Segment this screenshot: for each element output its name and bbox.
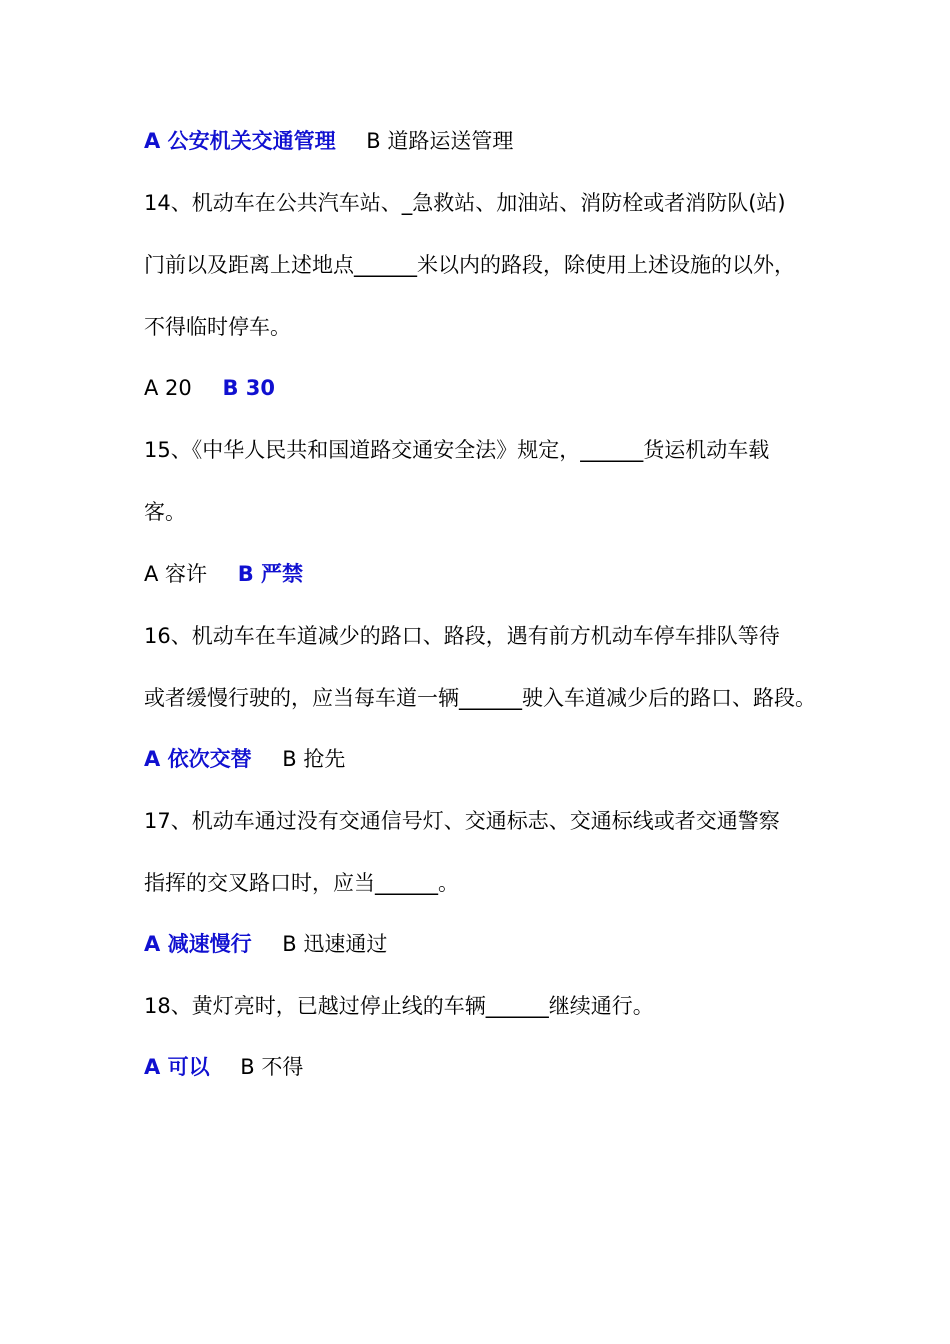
answer-options-13 bbox=[144, 126, 834, 156]
question-16-line-2: 或者缓慢行驶的，应当每车道一辆______驶入车道减少后的路口、路段。 bbox=[144, 686, 816, 710]
option-a-correct: A 减速慢行 bbox=[144, 932, 252, 956]
question-14-line-2: 门前以及距离上述地点______米以内的路段，除使用上述设施的以外， bbox=[144, 253, 795, 277]
question-17-line-1: 17、机动车通过没有交通信号灯、交通标志、交通标线或者交通警察 bbox=[144, 809, 780, 833]
option-b-correct: B 严禁 bbox=[237, 562, 304, 586]
option-a: A 容许 bbox=[144, 562, 208, 586]
option-a-correct: A 可以 bbox=[144, 1055, 210, 1079]
question-15-line-1: 15、《中华人民共和国道路交通安全法》规定，______货运机动车载 bbox=[144, 438, 770, 462]
answer-options-18 bbox=[144, 1052, 834, 1082]
question-18-line-1: 18、黄灯亮时，已越过停止线的车辆______继续通行。 bbox=[144, 994, 654, 1018]
option-b-correct: B 30 bbox=[222, 376, 275, 400]
option-b: B 不得 bbox=[240, 1055, 304, 1079]
answer-options-16 bbox=[144, 744, 834, 774]
question-14-line-1: 14、机动车在公共汽车站、_急救站、加油站、消防栓或者消防队(站) bbox=[144, 191, 786, 215]
question-14-line-3: 不得临时停车。 bbox=[144, 315, 291, 339]
question-16-line-1: 16、机动车在车道减少的路口、路段，遇有前方机动车停车排队等待 bbox=[144, 624, 780, 648]
option-b: B 迅速通过 bbox=[282, 932, 388, 956]
option-a-correct: A 依次交替 bbox=[144, 747, 252, 771]
question-17-line-2: 指挥的交叉路口时，应当______。 bbox=[144, 871, 459, 895]
option-b: B 道路运送管理 bbox=[366, 129, 514, 153]
option-b: B 抢先 bbox=[282, 747, 346, 771]
answer-options-14 bbox=[144, 373, 834, 403]
option-a: A 20 bbox=[144, 376, 192, 400]
answer-options-15 bbox=[144, 559, 834, 589]
answer-options-17 bbox=[144, 929, 834, 959]
option-a-correct: A 公安机关交通管理 bbox=[144, 129, 336, 153]
question-15-line-2: 客。 bbox=[144, 500, 186, 524]
